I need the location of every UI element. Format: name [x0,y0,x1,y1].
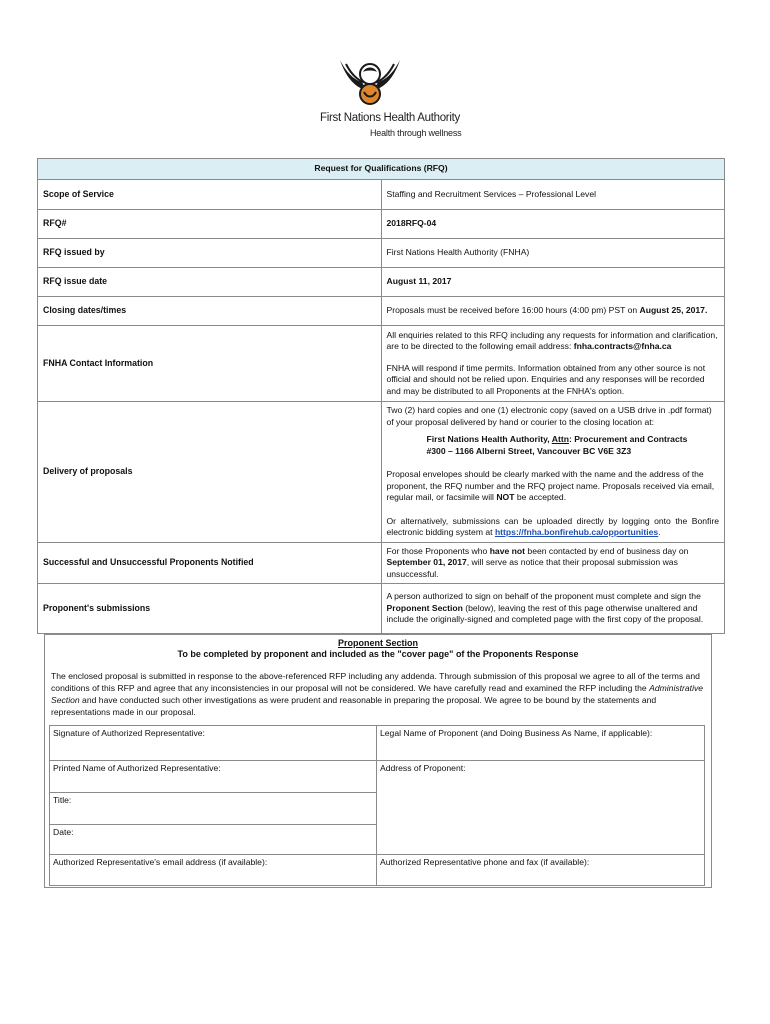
proponent-section [44,634,712,888]
title-label: Title: [53,795,72,805]
contact-email: fnha.contracts@fnha.ca [573,341,672,352]
scope-value: Staffing and Recruitment Services – Professional Level [381,180,725,210]
delivery-paragraph-1: Two (2) hard copies and one (1) electronic copy (saved on a USB drive in .pdf format) of your proposal delivered by hand or courier to the closing location at: [386,405,712,427]
proponent-body-a: The enclosed proposal is submitted in response to the above-referenced RFP including any addenda. Through submission of this proposal we agree to all of the terms and conditions of this RFP and agree that any inconsistencies in our proposal will not be considered. We have carefully read and examined the RFP including the [51,671,700,693]
submissions-value [381,584,725,634]
notified-have-not: have not [489,545,526,556]
notified-text-c: , will serve as notice that their proposal submission was unsuccessful. [386,557,678,579]
issued-by-label: RFQ issued by [38,239,382,268]
printed-name-field[interactable] [50,761,377,793]
notified-date: September 01, 2017 [386,557,467,567]
submissions-section: Proponent Section [386,602,463,613]
scope-label: Scope of Service [38,180,382,210]
date-field[interactable] [50,825,377,855]
issue-date-label: RFQ issue date [38,268,382,297]
issue-date-value: August 11, 2017 [381,268,725,297]
notified-value [381,542,725,584]
email-label: Authorized Representative's email address (if available): [53,857,268,867]
rfq-number-value: 2018RFQ-04 [381,210,725,239]
delivery-address-line-2: #300 – 1166 Alberni Street, Vancouver BC V6E 3Z3 [426,445,632,456]
closing-value [381,297,725,326]
closing-text: Proposals must be received before 16:00 hours (4:00 pm) PST on [386,305,640,316]
contact-paragraph-2: FNHA will respond if time permits. Information obtained from any other source is not official and should not be relied upon. Enquiries and any responses will be recorded and may be distributed to all Proponents at the FNHA's option. [386,362,706,396]
legal-name-field[interactable] [377,726,705,761]
address-label: Address of Proponent: [380,763,466,773]
delivery-p2-not: NOT [496,492,515,502]
eagle-emblem-icon [336,52,404,110]
issued-by-row [38,239,725,268]
rfq-title-row [38,159,725,180]
form-row-5 [50,855,705,886]
delivery-row [38,402,725,543]
delivery-label: Delivery of proposals [38,402,382,543]
contact-text: All enquiries related to this RFQ including any requests for information and clarification, are to be directed to the following email address: [386,329,718,352]
email-field[interactable] [50,855,377,886]
closing-date: August 25, 2017. [639,305,708,316]
printed-name-label: Printed Name of Authorized Representative: [53,763,221,773]
delivery-p3-text: Or alternatively, submissions can be uploaded directly by logging onto the Bonfire electronic bidding system at [386,515,719,537]
scope-row [38,180,725,210]
issue-date-row [38,268,725,297]
delivery-paragraph-2 [387,469,720,504]
submissions-text-b: (below), leaving the rest of this page otherwise unaltered and include the originally-signed and completed page with the first copy of the proposal. [386,602,704,625]
delivery-p2-text: Proposal envelopes should be clearly marked with the name and the address of the proponent, the RFQ number and the RFQ project name. Proposals received via email, regular mail, or facsimile will [386,469,715,502]
notified-text-b: been contacted by end of business day on [525,545,689,556]
submissions-text-a: A person authorized to sign on behalf of the proponent must complete and sign the [386,591,701,602]
delivery-value [381,402,725,543]
org-name: First Nations Health Authority [320,112,460,124]
delivery-address-org: First Nations Health Authority, [426,434,552,444]
address-field[interactable] [377,761,705,855]
delivery-p2-end: be accepted. [514,492,567,502]
rfq-number-label: RFQ# [38,210,382,239]
notified-label: Successful and Unsuccessful Proponents Notified [38,542,382,584]
delivery-address-attn: Attn [551,434,569,444]
contact-paragraph-1 [387,330,720,353]
contact-value [381,326,725,402]
delivery-paragraph-3 [387,516,720,539]
fnha-logo [318,52,468,142]
rfq-summary-table [37,158,725,634]
signature-label: Signature of Authorized Representative: [53,728,205,738]
phone-fax-label: Authorized Representative phone and fax (if available): [380,857,590,867]
proponent-heading-block [45,638,711,660]
signature-field[interactable] [50,726,377,761]
form-row-2 [50,761,705,793]
contact-row [38,326,725,402]
phone-fax-field[interactable] [377,855,705,886]
contact-label: FNHA Contact Information [38,326,382,402]
proponent-body-italic: Administrative Section [51,683,704,705]
proponent-form [49,725,705,886]
rfq-number-row [38,210,725,239]
notified-row [38,542,725,584]
rfq-title: Request for Qualifications (RFQ) [38,159,725,180]
form-row-1 [50,726,705,761]
delivery-address-dept: : Procurement and Contracts [568,434,688,444]
org-tagline: Health through wellness [370,128,462,138]
bonfire-link[interactable]: https://fnha.bonfirehub.ca/opportunities [494,527,659,537]
title-field[interactable] [50,793,377,825]
issued-by-value: First Nations Health Authority (FNHA) [381,239,725,268]
proponent-body [51,670,705,718]
closing-row [38,297,725,326]
submissions-label: Proponent's submissions [38,584,382,634]
closing-label: Closing dates/times [38,297,382,326]
submissions-row [38,584,725,634]
proponent-heading: Proponent Section [337,638,418,648]
notified-text-a: For those Proponents who [386,545,490,556]
delivery-p3-end: . [658,527,661,537]
date-label: Date: [53,827,74,837]
proponent-subheading: To be completed by proponent and included as the "cover page" of the Proponents Response [177,649,579,659]
legal-name-label: Legal Name of Proponent (and Doing Business As Name, if applicable): [380,728,653,738]
delivery-address-line-1 [427,434,720,446]
proponent-body-b: and have conducted such other investigations as were prudent and reasonable in preparing the proposal. We agree to be bound by the statements and representations made in our proposal. [51,695,657,717]
